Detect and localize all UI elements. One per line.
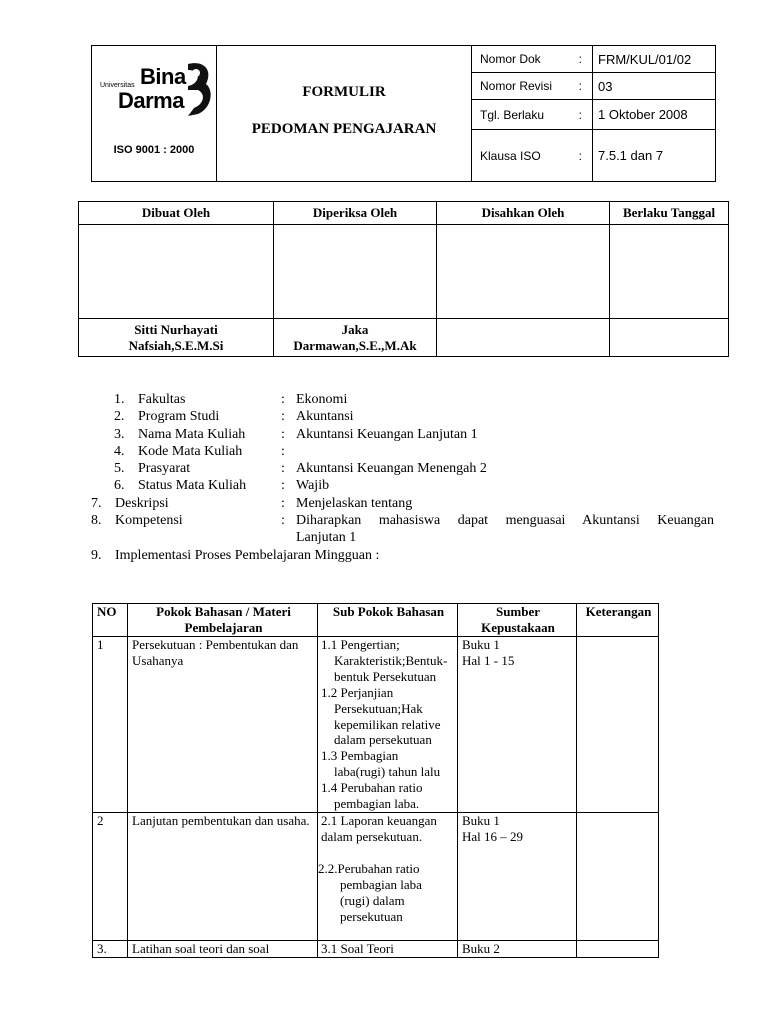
col-header-sub-pokok: Sub Pokok Bahasan (318, 604, 458, 637)
university-logo (100, 60, 214, 120)
sub-item: 1.4 Perubahan ratio pembagian laba. (321, 780, 423, 812)
logo-name-darma: Darma (118, 88, 184, 113)
col-header-sumber: Sumber Kepustakaan (458, 604, 577, 637)
iso-label: ISO 9001 : 2000 (113, 144, 195, 156)
col-header-no: NO (93, 604, 128, 637)
row-keterangan (577, 812, 659, 940)
sub-item: 2.1 Laporan keuangan dalam persekutuan. (321, 812, 437, 844)
sign-header-dibuat: Dibuat Oleh (79, 202, 274, 225)
weekly-plan-table (92, 603, 659, 958)
info-item-prasyarat: 5. Prasyarat : Akuntansi Keuangan Menengah 2 (114, 461, 487, 477)
row-keterangan (577, 941, 659, 958)
meta-value-nomor-dok: FRM/KUL/01/02 (593, 46, 716, 73)
meta-label: Nomor Dok : (472, 46, 593, 73)
form-title-formulir: FORMULIR (302, 83, 386, 100)
signature-box (79, 225, 274, 319)
row-pokok-bahasan: Latihan soal teori dan soal (128, 941, 318, 958)
info-item-kode-mata-kuliah: 4. Kode Mata Kuliah : (114, 443, 285, 459)
sub-item: 2.2.Perubahan ratio pembagian laba (rugi) dalam persekutuan (318, 860, 422, 924)
signature-box (437, 225, 610, 319)
table-row (93, 812, 659, 940)
row-sumber: Buku 2 (458, 941, 577, 958)
table-row (93, 637, 659, 813)
meta-label: Klausa ISO : (472, 130, 593, 182)
meta-value-klausa-iso: 7.5.1 dan 7 (593, 130, 716, 182)
row-sub-pokok (318, 941, 458, 958)
col-header-keterangan: Keterangan (577, 604, 659, 637)
form-title-cell (217, 46, 472, 182)
course-info-list (91, 391, 716, 564)
signature-box (274, 225, 437, 319)
row-sumber: Buku 1 Hal 16 – 29 (458, 812, 577, 940)
signature-table (78, 201, 729, 357)
sign-header-diperiksa: Diperiksa Oleh (274, 202, 437, 225)
info-item-kompetensi: 8. Kompetensi : Diharapkan mahasiswa dapat menguasai Akuntansi Keuangan Lanjutan 1 (91, 513, 714, 546)
sub-item: 1.1 Pengertian; Karakteristik;Bentuk-bentuk Persekutuan (321, 637, 448, 684)
info-item-implementasi: 9. Implementasi Proses Pembelajaran Mingguan : (91, 547, 380, 563)
meta-label: Nomor Revisi : (472, 73, 593, 100)
row-no: 3. (93, 941, 128, 958)
info-item-nama-mata-kuliah: 3. Nama Mata Kuliah : Akuntansi Keuangan Lanjutan 1 (114, 426, 478, 442)
signer-name-dibuat: Sitti Nurhayati Nafsiah,S.E.M.Si (79, 319, 274, 357)
logo-emblem-icon (186, 60, 214, 120)
row-keterangan (577, 637, 659, 813)
info-item-deskripsi: 7. Deskripsi : Menjelaskan tentang (91, 495, 413, 511)
col-header-pokok-bahasan: Pokok Bahasan / Materi Pembelajaran (128, 604, 318, 637)
meta-value-nomor-revisi: 03 (593, 73, 716, 100)
row-sub-pokok (318, 812, 458, 940)
row-sub-pokok (318, 637, 458, 813)
row-no: 1 (93, 637, 128, 813)
sub-item: 1.3 Pembagian laba(rugi) tahun lalu (321, 748, 441, 780)
sub-item: 1.2 Perjanjian Persekutuan;Hak kepemilikan relative dalam persekutuan (321, 684, 441, 748)
document-header (91, 45, 716, 182)
row-pokok-bahasan: Persekutuan : Pembentukan dan Usahanya (128, 637, 318, 813)
row-no: 2 (93, 812, 128, 940)
meta-label: Tgl. Berlaku : (472, 100, 593, 130)
signature-box (610, 225, 729, 319)
row-pokok-bahasan: Lanjutan pembentukan dan usaha. (128, 812, 318, 940)
table-row (93, 941, 659, 958)
logo-prefix: Universitas (100, 82, 135, 89)
form-title-pedoman: PEDOMAN PENGAJARAN (251, 120, 437, 137)
row-sumber: Buku 1 Hal 1 - 15 (458, 637, 577, 813)
signer-name-disahkan (437, 319, 610, 357)
info-item-status-mata-kuliah: 6. Status Mata Kuliah : Wajib (114, 478, 330, 494)
signer-name-berlaku (610, 319, 729, 357)
signer-name-diperiksa: Jaka Darmawan,S.E.,M.Ak (274, 319, 437, 357)
info-item-program-studi: 2. Program Studi : Akuntansi (114, 409, 354, 425)
sign-header-disahkan: Disahkan Oleh (437, 202, 610, 225)
meta-value-tgl-berlaku: 1 Oktober 2008 (593, 100, 716, 130)
info-item-fakultas: 1. Fakultas : Ekonomi (114, 392, 348, 407)
sign-header-berlaku: Berlaku Tanggal (610, 202, 729, 225)
logo-name-bina: Bina (140, 64, 186, 89)
sub-item: 3.1 Soal Teori (321, 941, 394, 957)
logo-cell (92, 46, 217, 182)
